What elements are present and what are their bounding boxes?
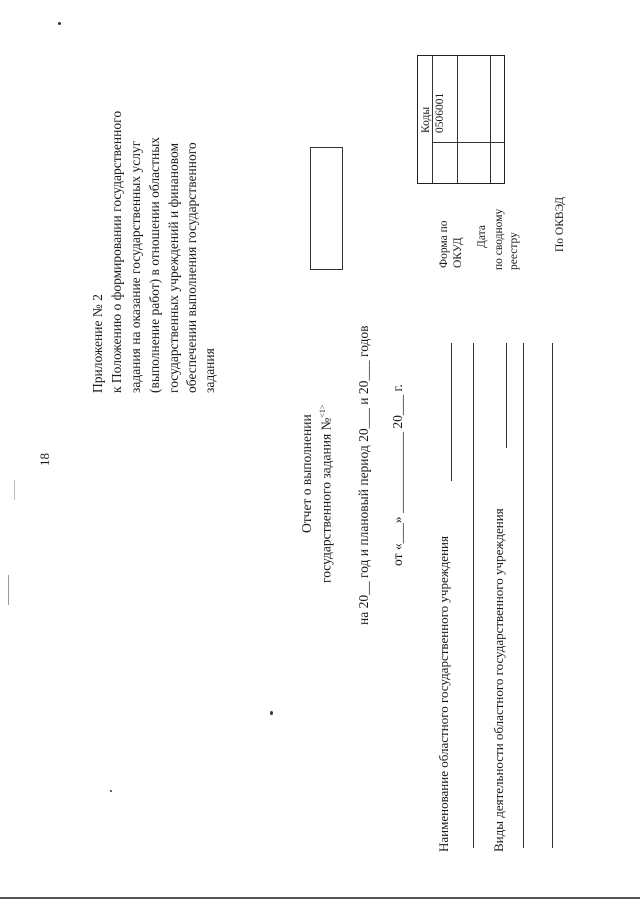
page-number: 18 (37, 453, 52, 466)
activity-types-extra-line-2 (552, 343, 553, 848)
report-number-box (310, 147, 343, 270)
scan-edge-mark (14, 480, 15, 500)
code-label-okved: По ОКВЭД (554, 196, 566, 252)
code-value-okud: 0506001 (434, 92, 446, 133)
scan-edge-mark (8, 575, 9, 605)
appendix-line-7: задания (202, 348, 217, 393)
report-title-line-1: Отчет о выполнении (299, 414, 314, 533)
scan-speck (58, 22, 61, 25)
code-label-registry: по сводному реестру (493, 208, 520, 270)
appendix-line-2: к Положению о формировании государственного (109, 110, 124, 393)
report-period-line: на 20__ год и плановый период 20___ и 20___ годов (356, 325, 371, 625)
appendix-line-6: обеспечении выполнения государственного (184, 142, 199, 393)
appendix-line-3: задания на оказание государственных услуг (128, 140, 143, 393)
report-title-line-2 (319, 405, 333, 583)
report-title-text: государственного задания № (318, 417, 334, 583)
activity-types-extra-line-1 (523, 343, 524, 848)
scan-speck (270, 711, 273, 715)
institution-name-extra-line-1 (473, 343, 474, 848)
activity-types-label: Виды деятельности областного государственного учреждения (491, 508, 506, 852)
appendix-line-4: (выполнение работ) в отношении областных (147, 136, 162, 393)
scan-speck (110, 790, 112, 792)
institution-name-label: Наименование областного государственного учреждения (436, 536, 451, 852)
report-date-line: от «___» ____________ 20___ г. (390, 384, 405, 566)
code-label-okud: Форма по ОКУД (438, 220, 464, 268)
scan-bottom-edge (0, 897, 640, 899)
codes-header: Коды (420, 106, 432, 133)
footnote-marker: <1> (318, 404, 327, 418)
activity-types-underline (506, 343, 507, 448)
appendix-line-1: Приложение № 2 (90, 294, 105, 393)
code-label-date: Дата (476, 225, 488, 248)
institution-name-underline (451, 343, 452, 481)
appendix-line-5: государственных учреждений и финановом (166, 142, 181, 393)
